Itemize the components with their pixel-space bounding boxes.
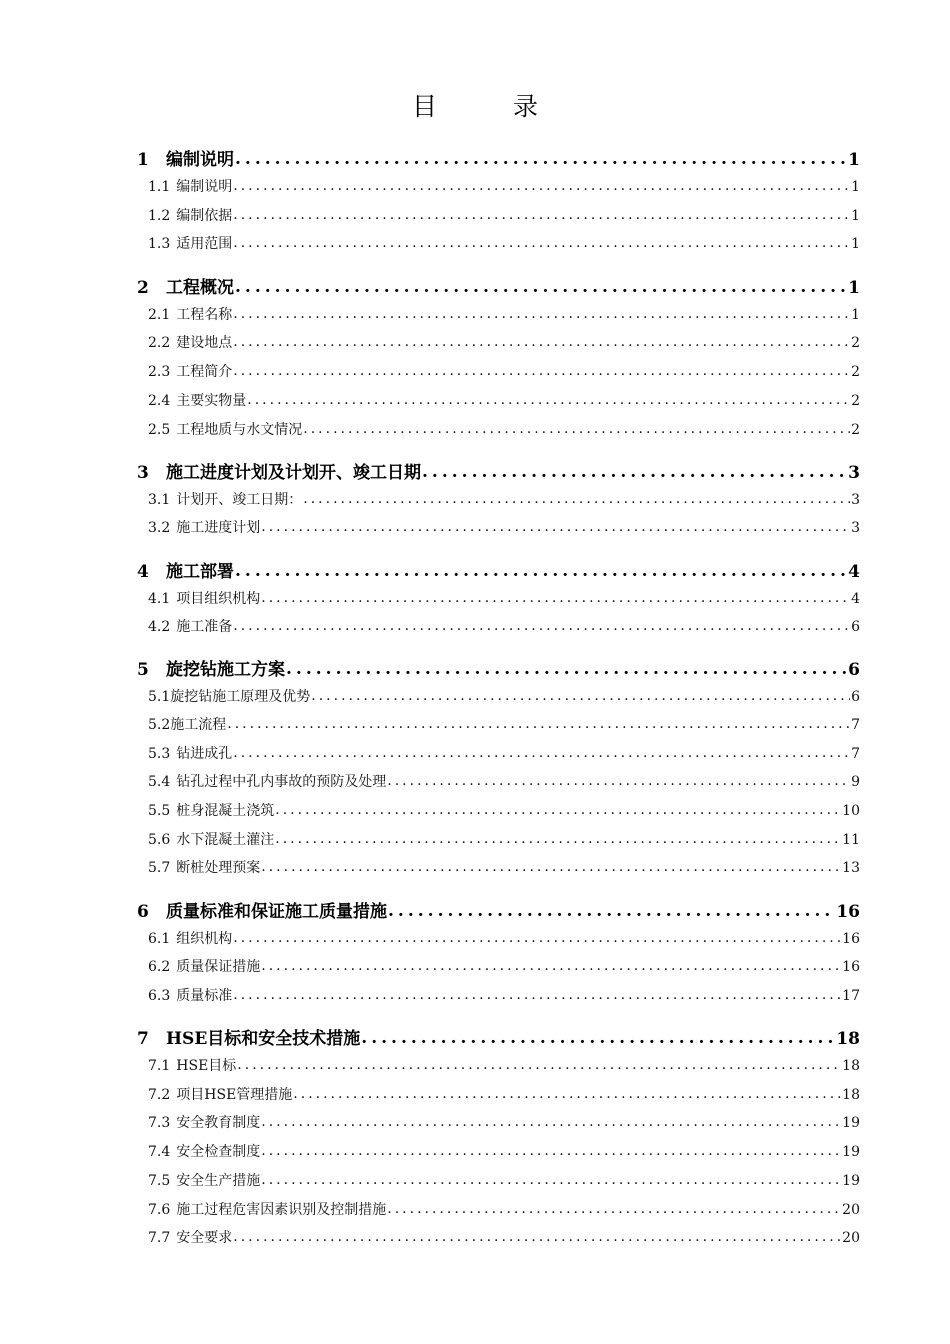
toc-entry-number: 1.2 <box>148 208 171 224</box>
toc-page-number: 1 <box>851 208 860 224</box>
toc-entry-label: 桩身混凝土浇筑 <box>176 803 275 819</box>
toc-page-number: 6 <box>851 619 860 635</box>
toc-section-entry[interactable] <box>148 829 860 849</box>
toc-page-number: 19 <box>842 1115 860 1131</box>
toc-page-number: 7 <box>851 746 860 762</box>
toc-section-entry[interactable] <box>148 1199 860 1219</box>
toc-section-entry[interactable] <box>148 1227 860 1247</box>
toc-entry-label: 施工准备 <box>176 619 233 635</box>
toc-dot-leader <box>261 590 850 606</box>
toc-dot-leader <box>227 716 850 732</box>
toc-entry-number: 2.3 <box>148 364 171 380</box>
toc-section-entry[interactable] <box>148 419 860 439</box>
toc-page-number: 17 <box>842 988 860 1004</box>
toc-entry-number: 6.1 <box>148 931 171 947</box>
toc-entry-number: 2.1 <box>148 307 171 323</box>
toc-section-entry[interactable] <box>148 205 860 225</box>
toc-dot-leader <box>261 1114 841 1130</box>
toc-entry-number: 7.1 <box>148 1058 171 1074</box>
toc-entry-label: 施工流程 <box>170 717 227 733</box>
toc-entry-number: 2.5 <box>148 422 171 438</box>
toc-dot-leader <box>275 802 841 818</box>
toc-dot-leader <box>261 958 841 974</box>
toc-entry-number: 4 <box>137 562 149 582</box>
toc-page-number: 1 <box>851 236 860 252</box>
toc-dot-leader <box>233 178 850 194</box>
toc-page-number: 4 <box>851 591 860 607</box>
toc-page-number: 1 <box>848 278 860 298</box>
toc-entry-label: 工程简介 <box>176 364 233 380</box>
toc-entry-number: 7.2 <box>148 1087 171 1103</box>
toc-entry-number: 4.1 <box>148 591 171 607</box>
toc-dot-leader <box>361 1028 835 1048</box>
toc-entry-label: 计划开、竣工日期： <box>176 492 303 508</box>
toc-section-entry[interactable] <box>148 332 860 352</box>
toc-dot-leader <box>261 1143 841 1159</box>
toc-entry-number: 5.3 <box>148 746 171 762</box>
toc-page-number: 16 <box>836 902 860 922</box>
toc-page-number: 13 <box>842 860 860 876</box>
toc-dot-leader <box>233 207 850 223</box>
toc-dot-leader <box>286 659 847 679</box>
toc-entry-number: 7.7 <box>148 1230 171 1246</box>
toc-dot-leader <box>261 859 841 875</box>
toc-entry-number: 7.4 <box>148 1144 171 1160</box>
toc-entry-label: 安全要求 <box>176 1230 233 1246</box>
toc-entry-number: 5.1 <box>148 689 171 705</box>
toc-dot-leader <box>233 987 841 1003</box>
toc-section-entry[interactable] <box>148 390 860 410</box>
toc-page-number: 6 <box>851 689 860 705</box>
toc-dot-leader <box>293 1086 841 1102</box>
toc-entry-number: 6 <box>137 902 149 922</box>
toc-page-number: 2 <box>851 422 860 438</box>
toc-page-number: 20 <box>842 1230 860 1246</box>
toc-entry-number: 5.2 <box>148 717 171 733</box>
toc-dot-leader <box>235 277 847 297</box>
toc-page-number: 18 <box>836 1029 860 1049</box>
toc-page-number: 2 <box>851 364 860 380</box>
toc-entry-label: 钻进成孔 <box>176 746 233 762</box>
toc-page-number: 19 <box>842 1173 860 1189</box>
toc-entry-number: 7.3 <box>148 1115 171 1131</box>
toc-section-entry[interactable] <box>148 714 860 734</box>
toc-entry-number: 2.2 <box>148 335 171 351</box>
toc-entry-label: 工程概况 <box>166 278 234 298</box>
toc-dot-leader <box>233 334 850 350</box>
toc-dot-leader <box>387 1201 841 1217</box>
toc-section-entry[interactable] <box>148 771 860 791</box>
toc-dot-leader <box>247 392 850 408</box>
toc-entry-number: 6.3 <box>148 988 171 1004</box>
toc-dot-leader <box>233 363 850 379</box>
toc-entry-label: 编制说明 <box>176 179 233 195</box>
toc-chapter-entry[interactable] <box>137 145 860 170</box>
toc-entry-number: 5 <box>137 660 149 680</box>
toc-entry-label: 施工进度计划及计划开、竣工日期 <box>166 463 421 483</box>
toc-entry-label: 工程地质与水文情况 <box>176 422 303 438</box>
toc-chapter-entry[interactable] <box>137 273 860 298</box>
toc-entry-label: 施工过程危害因素识别及控制措施 <box>176 1202 387 1218</box>
toc-entry-number: 2 <box>137 278 149 298</box>
toc-page-number: 6 <box>848 660 860 680</box>
toc-page-number: 1 <box>851 307 860 323</box>
toc-page-number: 19 <box>842 1144 860 1160</box>
toc-entry-number: 7.5 <box>148 1173 171 1189</box>
toc-page-number: 4 <box>848 562 860 582</box>
toc-entry-label: 施工部署 <box>166 562 234 582</box>
toc-chapter-entry[interactable] <box>137 557 860 582</box>
toc-dot-leader <box>387 773 850 789</box>
toc-entry-label: 项目组织机构 <box>176 591 261 607</box>
toc-section-entry[interactable] <box>148 800 860 820</box>
toc-entry-number: 1.1 <box>148 179 171 195</box>
toc-section-entry[interactable] <box>148 517 860 537</box>
toc-chapter-entry[interactable] <box>137 1024 860 1049</box>
toc-dot-leader <box>233 930 841 946</box>
toc-entry-number: 4.2 <box>148 619 171 635</box>
toc-section-entry[interactable] <box>148 176 860 196</box>
toc-page-number: 1 <box>851 179 860 195</box>
toc-dot-leader <box>422 462 847 482</box>
toc-entry-number: 3 <box>137 463 149 483</box>
toc-dot-leader <box>233 306 850 322</box>
toc-dot-leader <box>303 491 850 507</box>
toc-section-entry[interactable] <box>148 1084 860 1104</box>
toc-entry-number: 2.4 <box>148 393 171 409</box>
toc-entry-number: 6.2 <box>148 959 171 975</box>
toc-page-number: 18 <box>842 1087 860 1103</box>
toc-entry-number: 5.5 <box>148 803 171 819</box>
toc-page-number: 20 <box>842 1202 860 1218</box>
toc-page-number: 18 <box>842 1058 860 1074</box>
toc-entry-label: 水下混凝土灌注 <box>176 832 275 848</box>
toc-dot-leader <box>233 1229 841 1245</box>
toc-section-entry[interactable] <box>148 1141 860 1161</box>
toc-section-entry[interactable] <box>148 743 860 763</box>
toc-section-entry[interactable] <box>148 686 860 706</box>
toc-section-entry[interactable] <box>148 985 860 1005</box>
toc-dot-leader <box>235 149 847 169</box>
toc-page-number: 1 <box>848 150 860 170</box>
toc-dot-leader <box>303 421 850 437</box>
toc-section-entry[interactable] <box>148 1112 860 1132</box>
toc-entry-number: 1.3 <box>148 236 171 252</box>
toc-section-entry[interactable] <box>148 233 860 253</box>
toc-entry-label: HSE目标 <box>176 1058 237 1074</box>
toc-entry-label: 编制说明 <box>166 150 234 170</box>
toc-entry-number: 5.4 <box>148 774 171 790</box>
toc-section-entry[interactable] <box>148 1055 860 1075</box>
toc-entry-number: 7 <box>137 1029 149 1049</box>
toc-page-number: 3 <box>848 463 860 483</box>
toc-page-number: 9 <box>851 774 860 790</box>
toc-dot-leader <box>261 519 850 535</box>
toc-page-number: 2 <box>851 335 860 351</box>
page-title: 目 录 <box>412 92 572 121</box>
toc-dot-leader <box>261 1172 841 1188</box>
toc-chapter-entry[interactable] <box>137 897 860 922</box>
toc-entry-label: 断桩处理预案 <box>176 860 261 876</box>
toc-entry-label: 钻孔过程中孔内事故的预防及处理 <box>176 774 387 790</box>
toc-dot-leader <box>311 688 850 704</box>
toc-dot-leader <box>233 618 850 634</box>
toc-section-entry[interactable] <box>148 1170 860 1190</box>
toc-entry-label: 旋挖钻施工原理及优势 <box>170 689 311 705</box>
toc-entry-label: 工程名称 <box>176 307 233 323</box>
toc-chapter-entry[interactable] <box>137 655 860 680</box>
toc-section-entry[interactable] <box>148 956 860 976</box>
toc-entry-number: 3.1 <box>148 492 171 508</box>
toc-page-number: 11 <box>842 832 860 848</box>
toc-section-entry[interactable] <box>148 928 860 948</box>
toc-entry-label: HSE目标和安全技术措施 <box>166 1029 361 1049</box>
toc-page-number: 3 <box>851 492 860 508</box>
toc-page-number: 2 <box>851 393 860 409</box>
toc-entry-label: 主要实物量 <box>176 393 247 409</box>
toc-section-entry[interactable] <box>148 616 860 636</box>
toc-entry-label: 质量标准和保证施工质量措施 <box>166 902 387 922</box>
toc-entry-label: 旋挖钻施工方案 <box>166 660 285 680</box>
toc-entry-label: 编制依据 <box>176 208 233 224</box>
toc-entry-label: 安全教育制度 <box>176 1115 261 1131</box>
toc-page-number: 3 <box>851 520 860 536</box>
toc-dot-leader <box>235 561 847 581</box>
toc-entry-label: 安全生产措施 <box>176 1173 261 1189</box>
toc-dot-leader <box>233 745 850 761</box>
toc-dot-leader <box>388 901 835 921</box>
toc-chapter-entry[interactable] <box>137 458 860 483</box>
toc-entry-label: 安全检查制度 <box>176 1144 261 1160</box>
toc-page-number: 7 <box>851 717 860 733</box>
toc-entry-number: 5.6 <box>148 832 171 848</box>
toc-entry-label: 建设地点 <box>176 335 233 351</box>
toc-section-entry[interactable] <box>148 304 860 324</box>
toc-section-entry[interactable] <box>148 857 860 877</box>
toc-entry-number: 3.2 <box>148 520 171 536</box>
toc-dot-leader <box>233 235 850 251</box>
toc-entry-label: 施工进度计划 <box>176 520 261 536</box>
toc-page-number: 10 <box>842 803 860 819</box>
toc-entry-label: 组织机构 <box>176 931 233 947</box>
toc-section-entry[interactable] <box>148 588 860 608</box>
toc-entry-label: 质量标准 <box>176 988 233 1004</box>
toc-entry-number: 1 <box>137 150 149 170</box>
toc-dot-leader <box>275 831 841 847</box>
toc-entry-label: 适用范围 <box>176 236 233 252</box>
toc-page-number: 16 <box>842 931 860 947</box>
toc-section-entry[interactable] <box>148 489 860 509</box>
toc-page-number: 16 <box>842 959 860 975</box>
toc-entry-number: 5.7 <box>148 860 171 876</box>
toc-dot-leader <box>237 1057 841 1073</box>
toc-entry-number: 7.6 <box>148 1202 171 1218</box>
toc-entry-label: 质量保证措施 <box>176 959 261 975</box>
toc-section-entry[interactable] <box>148 361 860 381</box>
toc-entry-label: 项目HSE管理措施 <box>176 1087 293 1103</box>
